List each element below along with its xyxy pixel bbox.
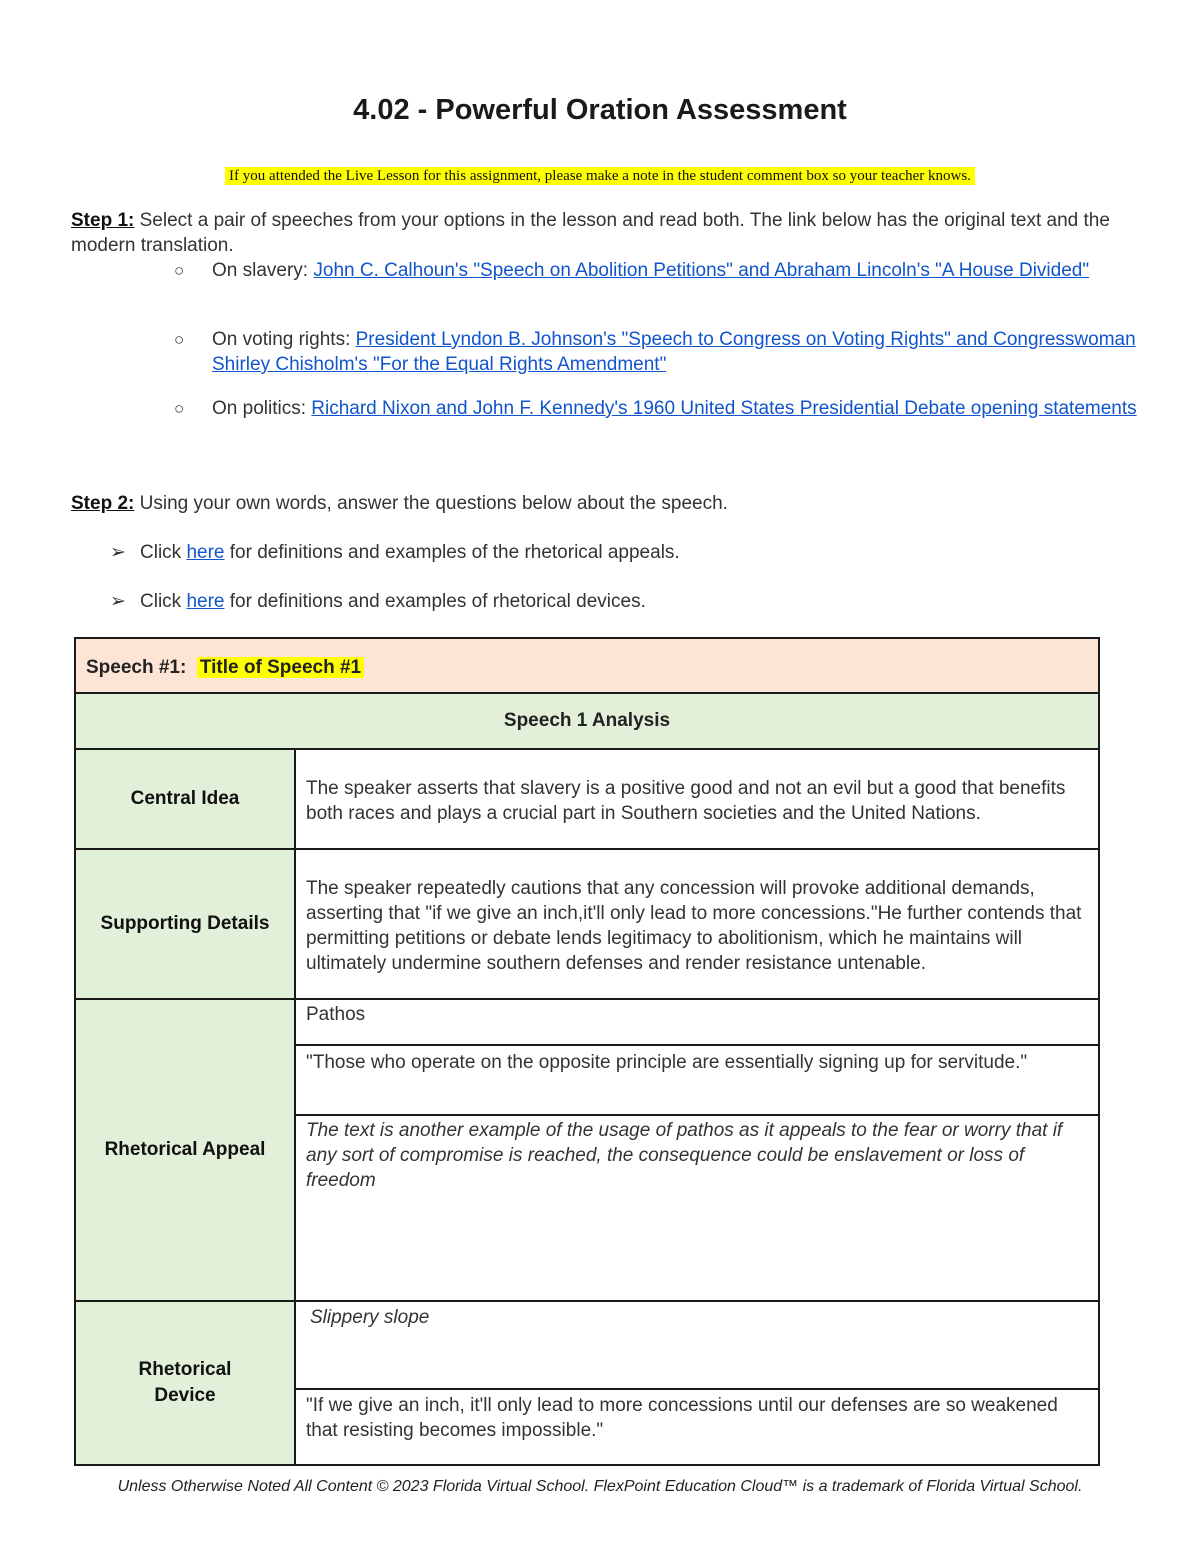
bullet-circle-icon: ○ (174, 261, 185, 280)
step-1-label: Step 1: (71, 210, 135, 231)
appeal-quote-answer[interactable] (295, 1045, 1099, 1115)
devices-click-item (110, 589, 646, 614)
step-2-text: Using your own words, answer the questions below about the speech. (134, 493, 728, 514)
central-idea-answer[interactable] (295, 749, 1099, 849)
supporting-details-label: Supporting Details (75, 849, 295, 999)
step-2-label: Step 2: (71, 493, 135, 514)
appeal-type-answer[interactable] (295, 999, 1099, 1045)
option-voting-rights (174, 327, 1142, 377)
device-type-text: Slippery slope (310, 1307, 430, 1328)
step-2 (71, 491, 1131, 516)
speech-analysis-table (74, 637, 1100, 1466)
option-prefix: On voting rights: (212, 329, 356, 350)
central-idea-text: The speaker asserts that slavery is a positive good and not an evil but a good that benefits both races and plays a crucial part in Southern societies and the United Nations. (306, 778, 1066, 824)
analysis-header-row (75, 693, 1099, 749)
speech-title-field[interactable]: Title of Speech #1 (197, 657, 364, 678)
option-prefix: On politics: (212, 398, 312, 419)
device-type-answer[interactable] (295, 1301, 1099, 1389)
bullet-circle-icon: ○ (174, 330, 185, 349)
devices-here-link[interactable]: here (186, 591, 225, 612)
appeals-click-item (110, 540, 680, 565)
arrow-bullet-icon: ➢ (110, 542, 126, 563)
central-idea-label: Central Idea (75, 749, 295, 849)
appeal-quote-text: "Those who operate on the opposite principle are essentially signing up for servitude." (306, 1052, 1028, 1073)
rhetorical-appeal-label: Rhetorical Appeal (75, 999, 295, 1301)
bullet-circle-icon: ○ (174, 399, 185, 418)
option-prefix: On slavery: (212, 260, 314, 281)
page-title: 4.02 - Powerful Oration Assessment (353, 94, 847, 126)
device-quote-answer[interactable] (295, 1389, 1099, 1465)
option-politics (174, 396, 1142, 421)
supporting-details-answer[interactable] (295, 849, 1099, 999)
slavery-speeches-link[interactable]: John C. Calhoun's "Speech on Abolition Petitions" and Abraham Lincoln's "A House Divided" (313, 260, 1090, 281)
politics-speeches-link[interactable]: Richard Nixon and John F. Kennedy's 1960 United States Presidential Debate opening statements (311, 398, 1137, 419)
analysis-header: Speech 1 Analysis (503, 710, 671, 731)
live-lesson-notice (0, 167, 1200, 185)
step-1 (71, 208, 1131, 258)
speech-title-row (75, 638, 1099, 693)
click-suffix: for definitions and examples of rhetorical devices. (224, 591, 646, 612)
appeal-explanation-answer[interactable] (295, 1115, 1099, 1301)
click-prefix: Click (140, 591, 187, 612)
click-suffix: for definitions and examples of the rhetorical appeals. (224, 542, 680, 563)
appeal-type-text: Pathos (306, 1004, 366, 1025)
rhetorical-device-label-text: Rhetorical Device (138, 1359, 232, 1406)
device-quote-text: "If we give an inch, it'll only lead to more concessions until our defenses are so weakened that resisting becomes impossible." (306, 1395, 1058, 1441)
option-slavery (174, 258, 1142, 283)
appeals-here-link[interactable]: here (186, 542, 225, 563)
click-prefix: Click (140, 542, 187, 563)
step-1-text: Select a pair of speeches from your options in the lesson and read both. The link below has the original text and the modern translation. (71, 210, 1110, 256)
notice-text: If you attended the Live Lesson for this assignment, please make a note in the student comment box so your teacher knows. (225, 167, 975, 185)
arrow-bullet-icon: ➢ (110, 591, 126, 612)
copyright-footer: Unless Otherwise Noted All Content © 2023 Florida Virtual School. FlexPoint Education Cloud™ is a trademark of Florida Virtual School. (117, 1478, 1083, 1495)
appeal-explanation-text: The text is another example of the usage of pathos as it appeals to the fear or worry that if any sort of compromise is reached, the consequence could be enslavement or loss of freedom (306, 1120, 1063, 1191)
voting-rights-speeches-link[interactable]: President Lyndon B. Johnson's "Speech to Congress on Voting Rights" and Congresswoman Shirley Chisholm's "For the Equal Rights Amendment" (212, 329, 1136, 375)
supporting-details-text: The speaker repeatedly cautions that any concession will provoke additional demands, asserting that "if we give an inch,it'll only lead to more concessions."He further contends that permitting petitions or debate lends legitimacy to abolitionism, which he maintains will ultimately undermine southern defenses and render resistance untenable. (306, 878, 1082, 974)
speech-number-label: Speech #1: (86, 657, 187, 678)
rhetorical-device-label (75, 1301, 295, 1465)
